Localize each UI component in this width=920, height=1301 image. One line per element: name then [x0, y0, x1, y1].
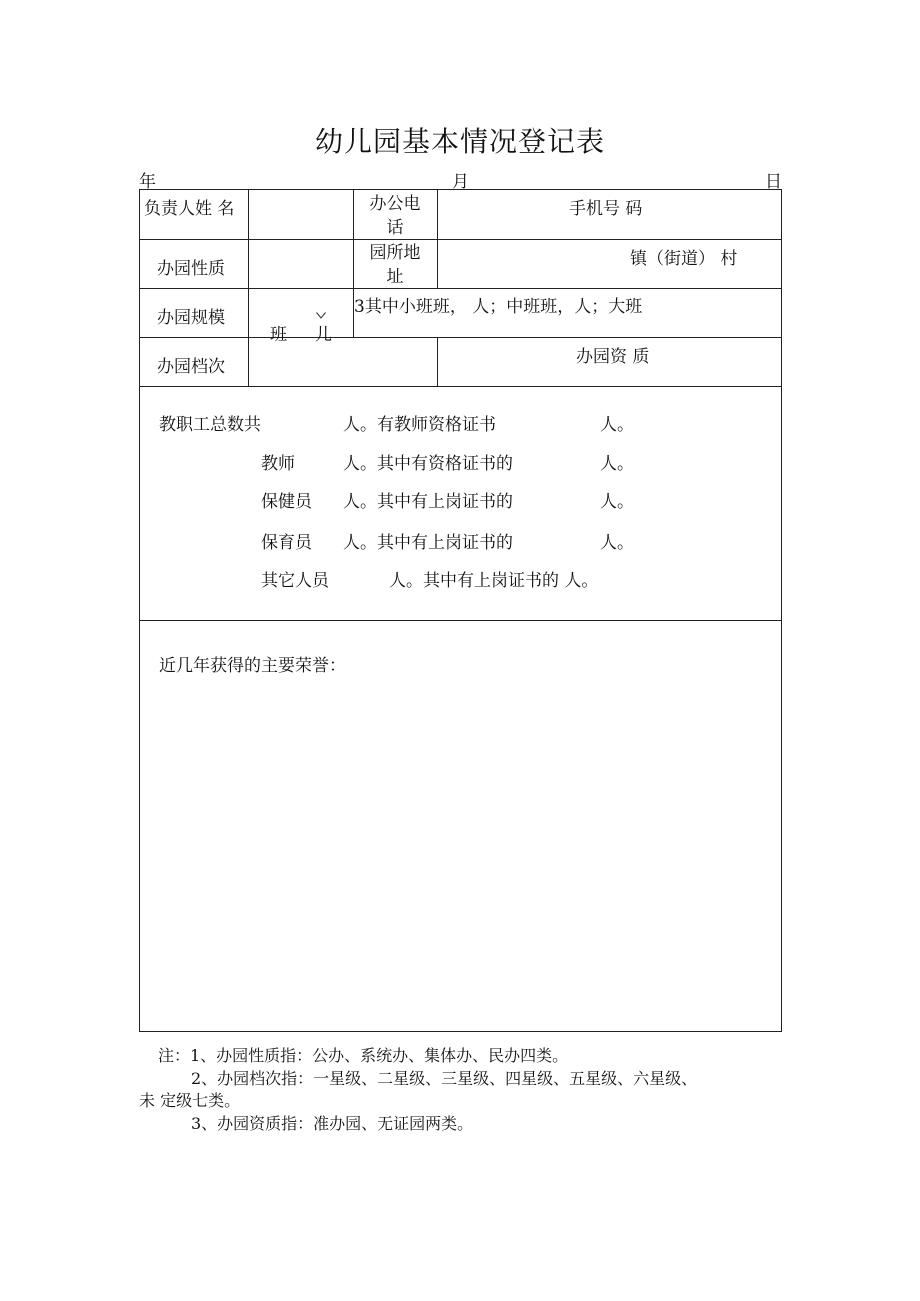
principal-name-field[interactable]	[248, 191, 353, 238]
grade-field[interactable]	[248, 338, 437, 385]
staff-nursery-end: 人。	[600, 533, 634, 553]
nature-label: 办园性质	[157, 259, 225, 279]
honors-label: 近几年获得的主要荣誉：	[159, 656, 346, 676]
scale-child-unit: 儿	[315, 325, 332, 345]
staff-total-end: 人。	[600, 415, 634, 435]
staff-other-label: 其它人员	[261, 571, 329, 591]
staff-total-label: 教职工总数共	[159, 415, 261, 435]
qualification-label: 办园资 质	[576, 347, 650, 367]
date-month-label: 月	[452, 172, 469, 192]
office-phone-label	[353, 192, 437, 240]
page-title: 幼儿园基本情况登记表	[314, 125, 605, 158]
date-day-label: 日	[765, 172, 782, 192]
scale-class-unit: 班	[270, 325, 287, 345]
date-year-label: 年	[139, 172, 156, 192]
address-text: 镇（街道） 村	[630, 249, 738, 269]
staff-other-suffix: 人。其中有上岗证书的 人。	[389, 571, 599, 591]
row-divider	[140, 386, 781, 387]
row-divider	[140, 620, 781, 621]
staff-health-label: 保健员	[261, 492, 312, 512]
staff-teacher-suffix: 人。其中有资格证书的	[343, 454, 513, 474]
note-3: 3、办园资质指：准办园、无证园两类。	[191, 1114, 474, 1133]
row-divider	[140, 288, 781, 289]
address-label	[353, 241, 437, 289]
col-divider	[437, 190, 438, 288]
staff-health-suffix: 人。其中有上岗证书的	[343, 492, 513, 512]
address-label-line1: 园所地	[369, 243, 421, 263]
registration-form-table	[139, 189, 782, 1032]
checkmark-icon	[316, 312, 326, 319]
honors-field[interactable]	[141, 680, 780, 1030]
principal-name-label: 负责人姓 名	[144, 199, 235, 219]
office-phone-label-line1: 办公电	[369, 194, 421, 214]
note-2-line1: 2、办园档次指：一星级、二星级、三星级、四星级、五星级、六星级、	[191, 1069, 698, 1088]
note-2-line2: 未 定级七类。	[139, 1091, 241, 1110]
staff-nursery-label: 保育员	[261, 533, 312, 553]
scale-classes-text: 3其中小班班， 人；中班班，人；大班	[354, 297, 643, 317]
office-phone-label-line2: 话	[386, 218, 404, 238]
col-divider	[437, 337, 438, 386]
mobile-label: 手机号 码	[569, 199, 643, 219]
row-divider	[140, 337, 781, 338]
staff-teacher-label: 教师	[261, 454, 295, 474]
address-label-line2: 址	[386, 267, 404, 287]
note-1: 注：1、办园性质指：公办、系统办、集体办、民办四类。	[158, 1046, 569, 1065]
grade-label: 办园档次	[157, 357, 225, 377]
staff-health-end: 人。	[600, 492, 634, 512]
scale-label: 办园规模	[157, 308, 225, 328]
staff-teacher-end: 人。	[600, 454, 634, 474]
staff-nursery-suffix: 人。其中有上岗证书的	[343, 533, 513, 553]
row-divider	[140, 239, 781, 240]
staff-total-suffix: 人。有教师资格证书	[343, 415, 496, 435]
nature-field[interactable]	[248, 240, 353, 287]
